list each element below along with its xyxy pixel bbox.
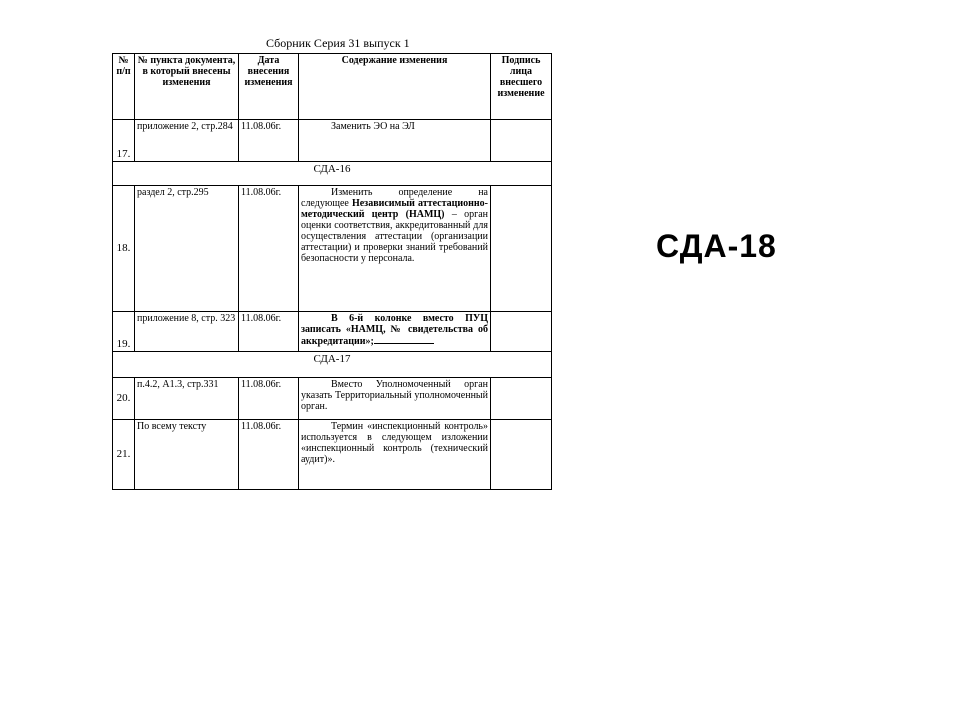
row-date: 11.08.06г. [239, 420, 299, 490]
header-date: Дата внесения изменения [239, 54, 299, 120]
table-row [113, 312, 552, 352]
header-point: № пункта документа, в который внесены изменения [135, 54, 239, 120]
row-content: Термин «инспекционный контроль» используется в следующем изложении «инспекционный контроль (технический аудит)». [299, 420, 491, 490]
row-sign [491, 378, 552, 420]
document-title: Сборник Серия 31 выпуск 1 [266, 36, 410, 50]
content-rest: – орган оценки соответствия, аккредитованный для осуществления аттестации (организации аттестации) и проверки знаний требований безопасности у персонала. [301, 209, 488, 264]
row-date: 11.08.06г. [239, 312, 299, 352]
table-header-row [113, 54, 552, 120]
row-content: Заменить ЭО на ЭЛ [299, 120, 491, 162]
section-row [113, 162, 552, 186]
row-date: 11.08.06г. [239, 120, 299, 162]
blank-line [374, 335, 434, 344]
section-label: СДА-16 [113, 162, 552, 186]
table-row [113, 420, 552, 490]
section-label: СДА-17 [113, 352, 552, 378]
table-row [113, 378, 552, 420]
row-point: п.4.2, А1.3, стр.331 [135, 378, 239, 420]
row-point: приложение 8, стр. 323 [135, 312, 239, 352]
row-number: 20. [113, 378, 135, 420]
content-plain: Изменить определение на следующее Независимый аттестационно-методический центр (НАМЦ) – орган оценки соответствия, аккредитованный для осуществления аттестации (организации аттестации) и проверки знаний требований безопасности у персонала. [301, 187, 488, 264]
row-date: 11.08.06г. [239, 378, 299, 420]
content-bold: Независимый аттестационно-методический центр (НАМЦ) [301, 198, 488, 220]
row-sign [491, 186, 552, 312]
row-point: По всему тексту [135, 420, 239, 490]
slide-label: СДА-18 [656, 228, 777, 264]
section-row [113, 352, 552, 378]
row-point: раздел 2, стр.295 [135, 186, 239, 312]
row-sign [491, 120, 552, 162]
row-number: 19. [113, 312, 135, 352]
row-sign [491, 312, 552, 352]
row-number: 17. [113, 120, 135, 162]
row-content: Вместо Уполномоченный орган указать Территориальный уполномоченный орган. [299, 378, 491, 420]
header-sign: Подпись лица внесшего изменение [491, 54, 552, 120]
row-number: 18. [113, 186, 135, 312]
row-point: приложение 2, стр.284 [135, 120, 239, 162]
changes-table [112, 53, 552, 490]
row-sign [491, 420, 552, 490]
row-content [299, 186, 491, 312]
header-num: № п/п [113, 54, 135, 120]
row-date: 11.08.06г. [239, 186, 299, 312]
row-content: В 6-й колонке вместо ПУЦ записать «НАМЦ, № свидетельства об аккредитации»; [299, 312, 491, 352]
table-row [113, 120, 552, 162]
table-row [113, 186, 552, 312]
row-number: 21. [113, 420, 135, 490]
header-content: Содержание изменения [299, 54, 491, 120]
